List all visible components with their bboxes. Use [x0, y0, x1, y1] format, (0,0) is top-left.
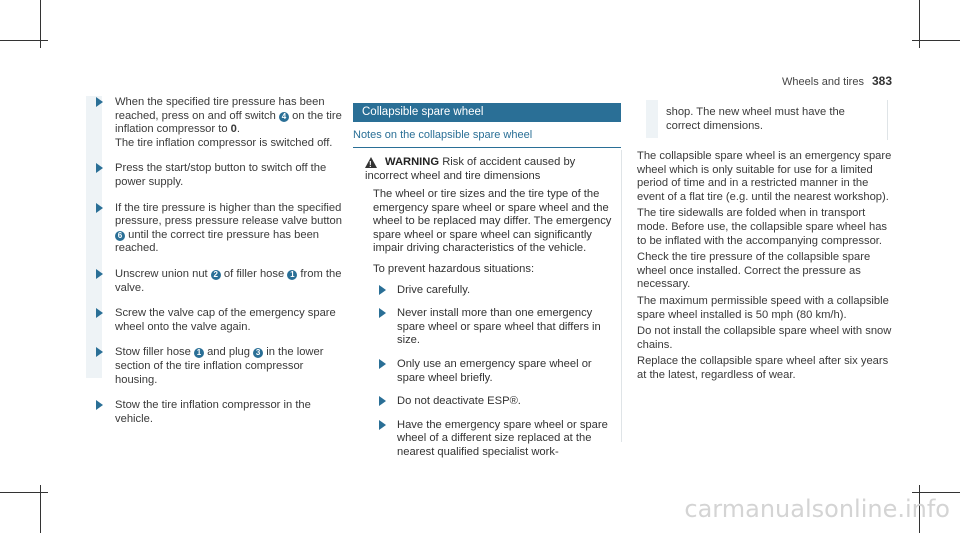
- warning-continuation: shop. The new wheel must have the correct dimensions.: [666, 106, 845, 132]
- crop-mark: [0, 40, 48, 41]
- warning-header: [365, 156, 595, 183]
- warning-triangle-icon: [365, 157, 377, 168]
- crop-mark: [0, 492, 48, 493]
- arrow-icon: [379, 308, 386, 318]
- watermark: carmanualsonline.info: [684, 495, 950, 523]
- arrow-icon: [379, 285, 386, 295]
- left-column: [90, 96, 348, 438]
- paragraph: The tire sidewalls are folded when in transport mode. Before use, the collapsible spare wheel has to be inflated with the accompanying compressor.: [637, 207, 888, 247]
- section-title: Collapsible spare wheel: [353, 103, 621, 122]
- warning-body: [373, 188, 613, 470]
- arrow-icon: [96, 269, 103, 279]
- callout-number: 4: [279, 112, 289, 122]
- list-item: Stow filler hose 1 and plug 3 in the lower section of the tire inflation compressor housing.: [90, 346, 348, 387]
- continuation-bar: [646, 100, 658, 138]
- callout-number: 1: [194, 348, 204, 358]
- arrow-icon: [96, 347, 103, 357]
- warning-label: WARNING: [385, 156, 440, 168]
- crop-mark: [912, 492, 960, 493]
- warning-text: The wheel or tire sizes and the tire type of the emergency spare wheel or spare wheel and the wheel to be replaced may differ. The emergency spare wheel or spare wheel can significantly impair driving characteristics of the vehicle.: [373, 188, 612, 255]
- list-item: Drive carefully.: [373, 284, 613, 298]
- paragraph: The collapsible spare wheel is an emergency spare wheel which is only suitable for use for a limited period of time and in a restricted manner in the event of a flat tire (e.g. until the nearest workshop).: [637, 150, 892, 203]
- warning-intro: To prevent hazardous situations:: [373, 262, 535, 275]
- arrow-icon: [96, 308, 103, 318]
- paragraph: Replace the collapsible spare wheel after six years at the latest, regardless of wear.: [637, 355, 889, 381]
- list-item: Have the emergency spare wheel or spare wheel of a different size replaced at the nearest qualified specialist work-: [373, 419, 613, 460]
- page-number: 383: [871, 74, 892, 88]
- callout-number: 1: [287, 270, 297, 280]
- callout-number: 3: [253, 348, 263, 358]
- middle-column-header: [353, 103, 621, 148]
- callout-number: 2: [211, 270, 221, 280]
- list-item: Do not deactivate ESP®.: [373, 395, 613, 409]
- arrow-icon: [379, 420, 386, 430]
- arrow-icon: [96, 400, 103, 410]
- paragraph: The maximum permissible speed with a collapsible spare wheel installed is 50 mph (80 km/h).: [637, 294, 889, 321]
- callout-number: 6: [115, 231, 125, 241]
- list-item: Never install more than one emergency spare wheel or spare wheel that differs in size.: [373, 307, 613, 348]
- page-header: [782, 74, 892, 88]
- continuation-box: [640, 100, 888, 140]
- section-name: Wheels and tires: [782, 76, 864, 88]
- right-column: [637, 150, 897, 386]
- arrow-icon: [96, 97, 103, 107]
- arrow-icon: [379, 396, 386, 406]
- list-item: Only use an emergency spare wheel or spare wheel briefly.: [373, 358, 613, 385]
- warning-headline: Risk of accident caused by incorrect wheel and tire dimensions: [365, 156, 576, 182]
- paragraph: Check the tire pressure of the collapsible spare wheel once installed. Correct the pressure as necessary.: [637, 251, 871, 291]
- list-item: Press the start/stop button to switch off the power supply.: [90, 162, 348, 189]
- subsection-title: Notes on the collapsible spare wheel: [353, 129, 621, 148]
- arrow-icon: [96, 203, 103, 213]
- arrow-icon: [379, 359, 386, 369]
- list-item: Screw the valve cap of the emergency spare wheel onto the valve again.: [90, 307, 348, 334]
- list-item: If the tire pressure is higher than the specified pressure, press pressure release valve button 6 until the correct tire pressure has been reached.: [90, 202, 348, 256]
- list-item: Stow the tire inflation compressor in the vehicle.: [90, 399, 348, 426]
- list-item: When the specified tire pressure has been reached, press on and off switch 4 on the tire inflation compressor to 0. The tire inflation compressor is switched off.: [90, 96, 348, 150]
- list-item: Unscrew union nut 2 of filler hose 1 from the valve.: [90, 268, 348, 295]
- arrow-icon: [96, 163, 103, 173]
- warning-box: [353, 150, 622, 458]
- paragraph: Do not install the collapsible spare wheel with snow chains.: [637, 325, 892, 351]
- crop-mark: [912, 40, 960, 41]
